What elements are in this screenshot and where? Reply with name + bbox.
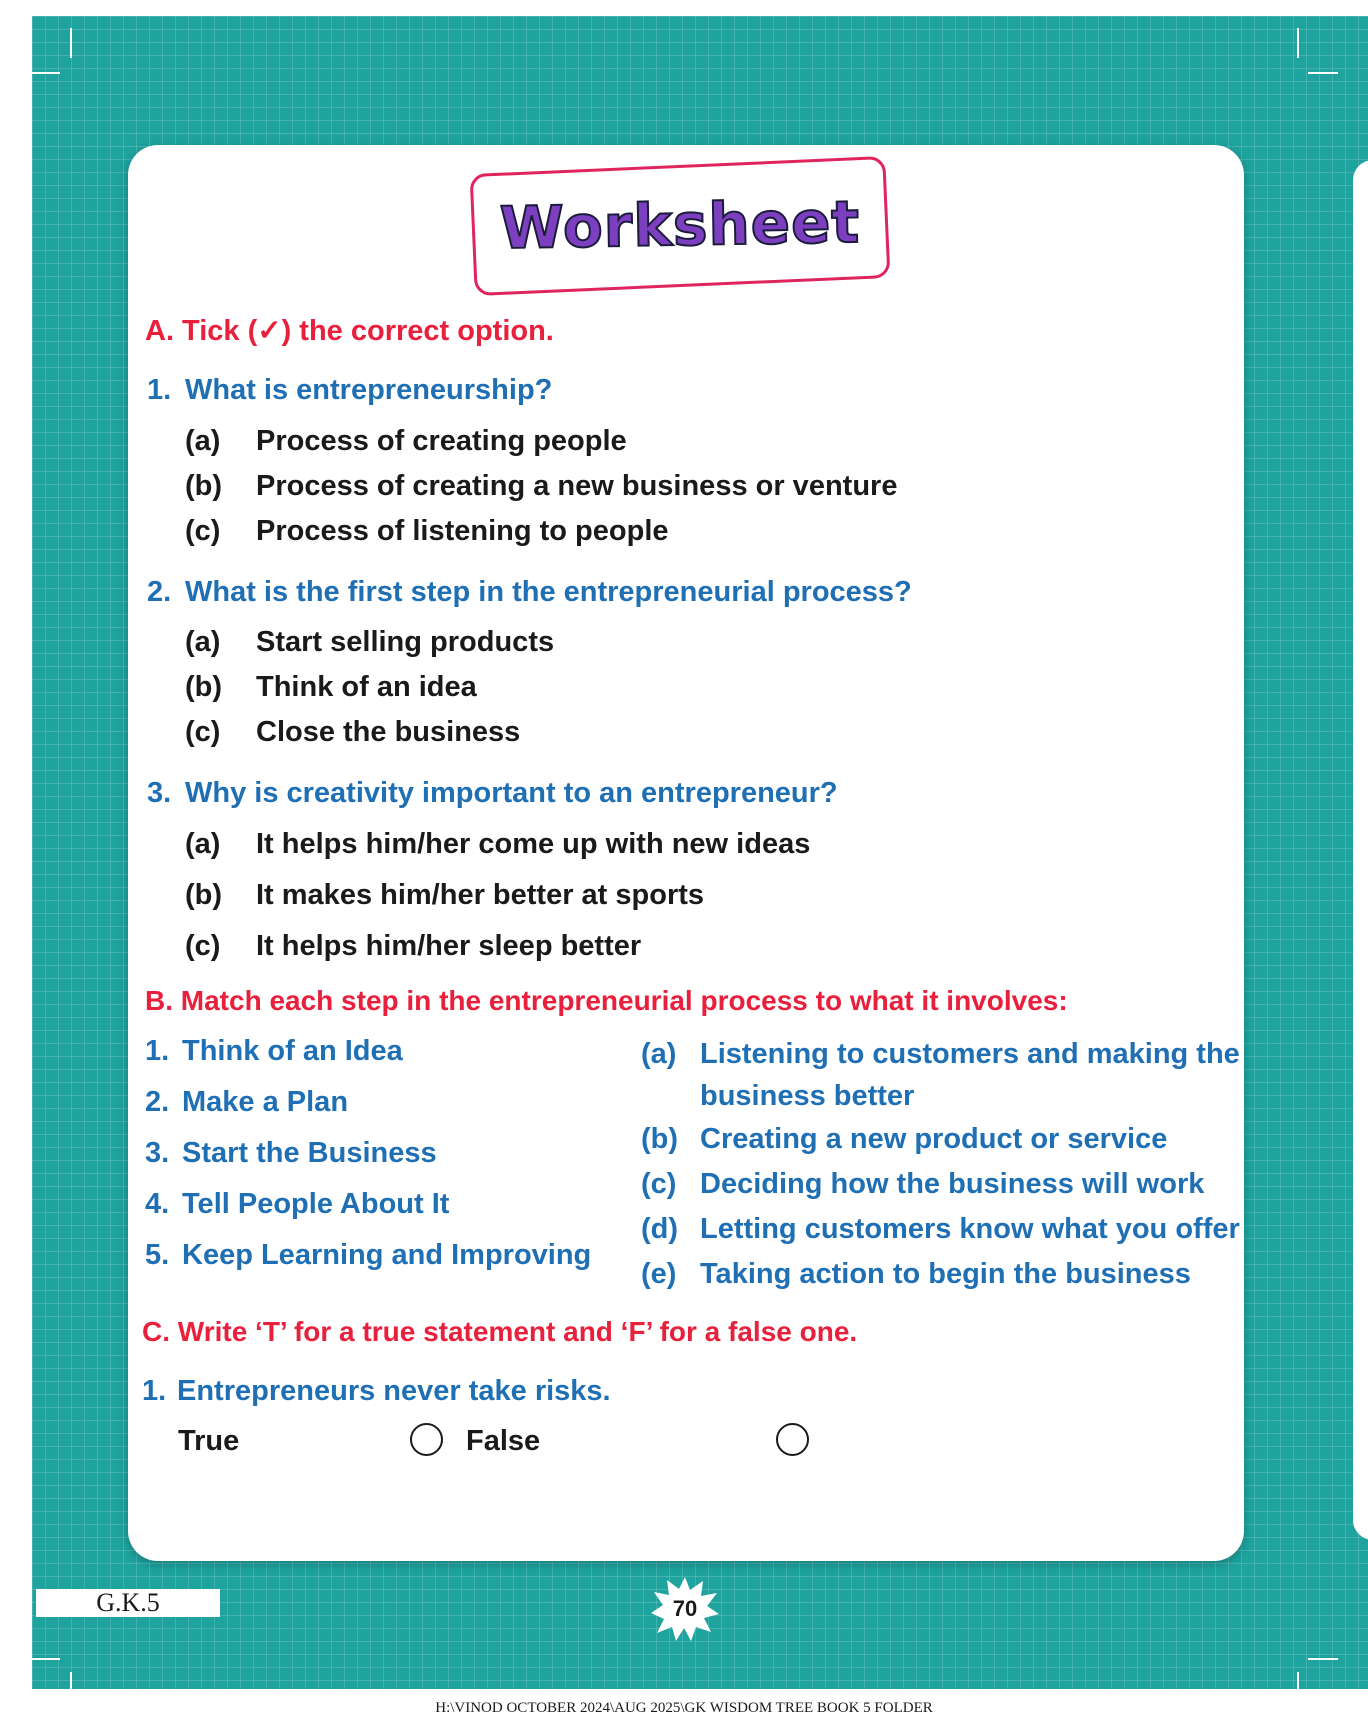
match-step-number: 4. [145, 1188, 170, 1220]
match-step-text: Keep Learning and Improving [182, 1239, 592, 1271]
adjacent-page-edge [1353, 160, 1368, 1540]
match-step-number: 3. [145, 1137, 170, 1169]
match-answer-text: business better [700, 1080, 915, 1112]
option-label[interactable]: (a) [185, 626, 221, 658]
crop-mark [1297, 28, 1299, 58]
crop-mark [32, 72, 60, 74]
option-text: Start selling products [256, 626, 555, 658]
option-text: Process of creating a new business or venture [256, 470, 898, 502]
match-answer-label: (e) [641, 1258, 677, 1290]
option-text: It helps him/her sleep better [256, 930, 642, 962]
option-label[interactable]: (c) [185, 930, 221, 962]
option-label[interactable]: (c) [185, 515, 221, 547]
match-step-number: 1. [145, 1035, 170, 1067]
option-label[interactable]: (b) [185, 879, 223, 911]
option-text: Process of listening to people [256, 515, 669, 547]
section-b-heading: B. Match each step in the entrepreneurial process to what it involves: [145, 985, 1068, 1016]
true-label: True [178, 1425, 240, 1457]
match-answer-label: (c) [641, 1168, 677, 1200]
statement-number: 1. [142, 1375, 167, 1407]
match-answer-text: Letting customers know what you offer [700, 1213, 1240, 1245]
question-text: Why is creativity important to an entrepreneur? [185, 777, 838, 809]
false-label: False [466, 1425, 541, 1457]
option-text: It makes him/her better at sports [256, 879, 705, 911]
option-text: Close the business [256, 716, 521, 748]
question-number: 2. [147, 576, 172, 608]
match-answer-label: (a) [641, 1038, 677, 1070]
statement-text: Entrepreneurs never take risks. [177, 1375, 611, 1407]
false-answer-circle[interactable] [776, 1423, 809, 1456]
option-label[interactable]: (a) [185, 425, 221, 457]
question-text: What is entrepreneurship? [185, 374, 553, 406]
crop-mark [70, 1672, 72, 1702]
match-answer-text: Deciding how the business will work [700, 1168, 1205, 1200]
match-step-text: Think of an Idea [182, 1035, 403, 1067]
match-answer-label: (d) [641, 1213, 679, 1245]
option-text: It helps him/her come up with new ideas [256, 828, 811, 860]
match-step-number: 5. [145, 1239, 170, 1271]
match-answer-text: Listening to customers and making the [700, 1038, 1240, 1070]
file-path: H:\VINOD OCTOBER 2024\AUG 2025\GK WISDOM TREE BOOK 5 FOLDER [435, 1700, 933, 1716]
option-label[interactable]: (b) [185, 470, 223, 502]
question-number: 1. [147, 374, 172, 406]
section-c-heading: C. Write ‘T’ for a true statement and ‘F’ for a false one. [142, 1316, 858, 1347]
option-text: Think of an idea [256, 671, 477, 703]
crop-mark [1308, 1658, 1338, 1660]
option-text: Process of creating people [256, 425, 627, 457]
match-step-text: Start the Business [182, 1137, 437, 1169]
match-answer-label: (b) [641, 1123, 679, 1155]
option-label[interactable]: (c) [185, 716, 221, 748]
crop-mark [1308, 72, 1338, 74]
option-label[interactable]: (b) [185, 671, 223, 703]
crop-mark [32, 1658, 60, 1660]
page-number: 70 [672, 1596, 698, 1621]
match-answer-text: Creating a new product or service [700, 1123, 1168, 1155]
option-label[interactable]: (a) [185, 828, 221, 860]
crop-mark [70, 28, 72, 58]
match-step-text: Make a Plan [182, 1086, 349, 1118]
worksheet-title: Worksheet [499, 187, 861, 263]
question-number: 3. [147, 777, 172, 809]
crop-mark [1297, 1672, 1299, 1702]
match-step-number: 2. [145, 1086, 170, 1118]
section-a-heading: A. Tick (✓) the correct option. [145, 315, 554, 347]
book-label: G.K.5 [36, 1589, 220, 1617]
question-text: What is the first step in the entrepreneurial process? [185, 576, 912, 608]
true-answer-circle[interactable] [410, 1423, 443, 1456]
match-answer-text: Taking action to begin the business [700, 1258, 1191, 1290]
match-step-text: Tell People About It [182, 1188, 450, 1220]
